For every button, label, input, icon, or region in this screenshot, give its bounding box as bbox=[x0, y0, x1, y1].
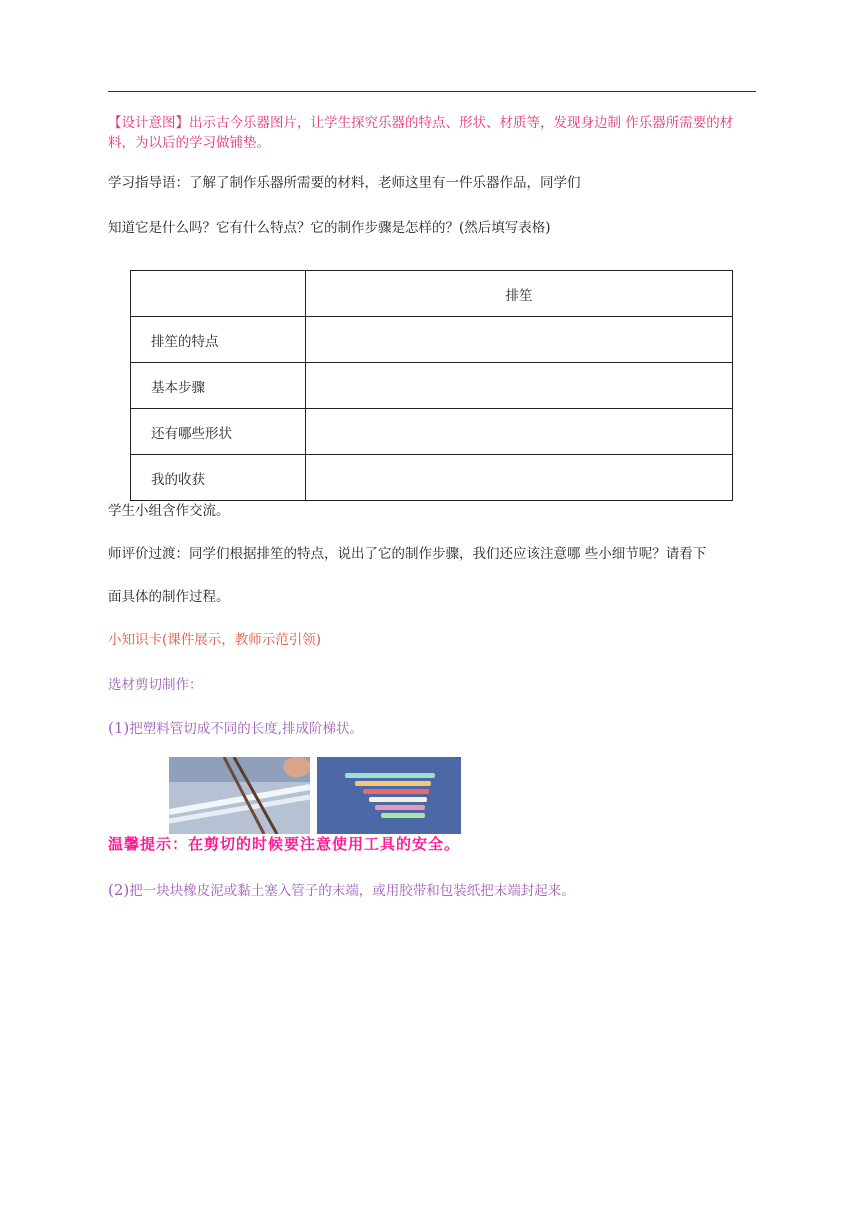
cutting-tubes-illustration bbox=[169, 757, 310, 834]
table-answer-cell[interactable] bbox=[306, 409, 733, 455]
group-exchange-text: 学生小组含作交流。 bbox=[108, 503, 230, 519]
table-row-label: 基本步骤 bbox=[131, 363, 306, 409]
table-row bbox=[131, 317, 733, 363]
table-header-cell: 排笙 bbox=[306, 271, 733, 317]
stepped-tubes-illustration bbox=[317, 757, 461, 834]
table-row-label: 我的收获 bbox=[131, 455, 306, 501]
table-row-label: 排笙的特点 bbox=[131, 317, 306, 363]
fill-in-table bbox=[130, 270, 733, 501]
table-answer-cell[interactable] bbox=[306, 455, 733, 501]
step-1-number: (1) bbox=[108, 719, 130, 737]
step-1-text: 把塑料管切成不同的长度,排成阶梯状。 bbox=[129, 721, 364, 737]
knowledge-card-heading: 小知识卡(课件展示，教师示范引领) bbox=[108, 632, 322, 648]
table-corner-cell bbox=[131, 271, 306, 317]
guide-line-2: 知道它是什么吗？它有什么特点？它的制作步骤是怎样的？(然后填写表格) bbox=[108, 220, 551, 236]
stepped-tubes-photo bbox=[317, 757, 461, 834]
table-row-label: 还有哪些形状 bbox=[131, 409, 306, 455]
design-intent-paragraph: 【设计意图】出示古今乐器图片，让学生探究乐器的特点、形状、材质等，发现身边制 作乐器所需要的材料，为以后的学习做铺垫。 bbox=[108, 115, 734, 151]
table-header-row bbox=[131, 271, 733, 317]
table-row bbox=[131, 455, 733, 501]
step-2 bbox=[108, 880, 575, 902]
select-cut-heading: 选材剪切制作： bbox=[108, 677, 203, 693]
cutting-tubes-photo bbox=[169, 757, 310, 834]
header-rule bbox=[108, 91, 756, 92]
safety-tip: 温馨提示：在剪切的时候要注意使用工具的安全。 bbox=[108, 835, 461, 853]
step-2-number: (2) bbox=[108, 881, 130, 899]
teacher-line-1: 师评价过渡：同学们根据排笙的特点，说出了它的制作步骤，我们还应该注意哪 些小细节呢？请看下 bbox=[108, 546, 707, 562]
guide-line-1: 学习指导语：了解了制作乐器所需要的材料，老师这里有一件乐器作品，同学们 bbox=[108, 175, 581, 191]
table-answer-cell[interactable] bbox=[306, 317, 733, 363]
step-1 bbox=[108, 718, 363, 740]
table-row bbox=[131, 409, 733, 455]
table-row bbox=[131, 363, 733, 409]
table-answer-cell[interactable] bbox=[306, 363, 733, 409]
step-2-text: 把一块块橡皮泥或黏土塞入管子的末端，或用胶带和包装纸把末端封起来。 bbox=[129, 883, 575, 899]
teacher-line-2: 面具体的制作过程。 bbox=[108, 589, 230, 605]
